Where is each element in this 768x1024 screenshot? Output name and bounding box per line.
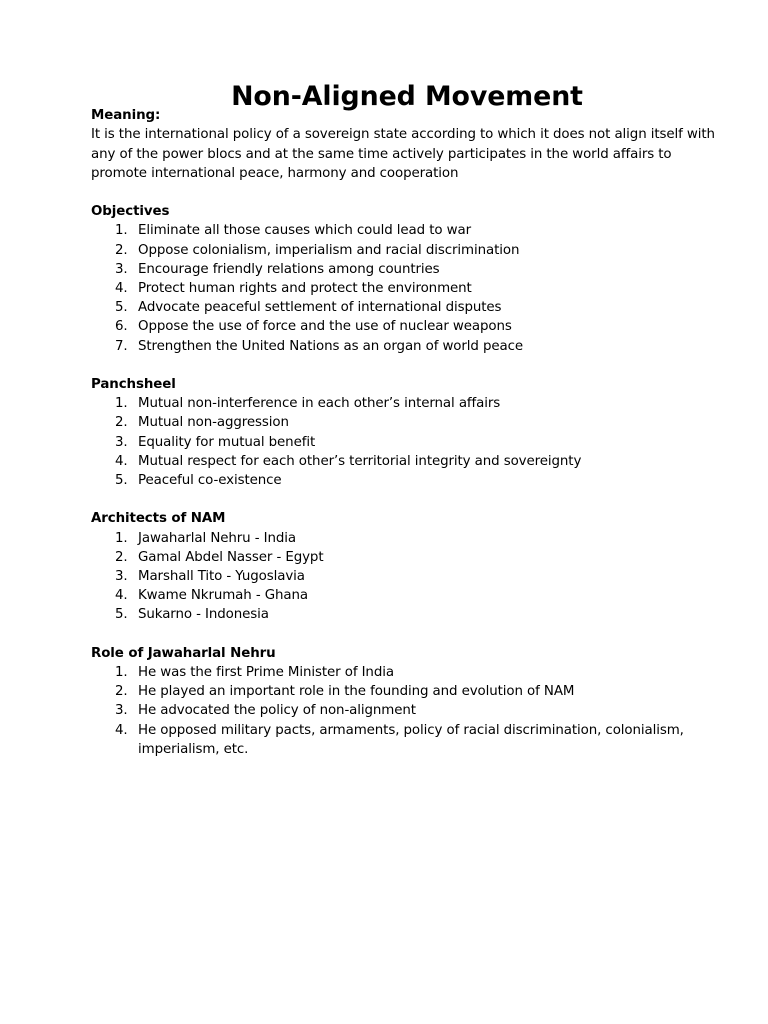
list-number: 4.	[115, 722, 128, 738]
list-text: He was the first Prime Minister of India	[138, 665, 394, 681]
list-item	[91, 298, 721, 317]
meaning-section	[91, 106, 721, 183]
list-text: Sukarno - Indonesia	[138, 607, 269, 623]
list-number: 3.	[115, 703, 128, 719]
list-number: 5.	[115, 300, 128, 316]
list-item	[91, 663, 721, 682]
list-item	[91, 317, 721, 336]
list-text: He played an important role in the founding and evolution of NAM	[138, 684, 575, 700]
list-text: Gamal Abdel Nasser - Egypt	[138, 549, 324, 565]
list-text: Oppose the use of force and the use of nuclear weapons	[138, 319, 512, 335]
architects-section	[91, 509, 721, 624]
list-item	[91, 452, 721, 471]
architects-heading: Architects of NAM	[91, 511, 226, 527]
list-item	[91, 682, 721, 701]
list-number: 1.	[115, 530, 128, 546]
list-number: 2.	[115, 242, 128, 258]
list-text: He advocated the policy of non-alignment	[138, 703, 416, 719]
architects-list	[91, 529, 721, 625]
list-number: 3.	[115, 261, 128, 277]
list-number: 2.	[115, 415, 128, 431]
document-page	[91, 81, 721, 759]
list-number: 3.	[115, 569, 128, 585]
nehru-role-list	[91, 663, 721, 759]
list-item	[91, 548, 721, 567]
list-number: 4.	[115, 588, 128, 604]
list-text: Jawaharlal Nehru - India	[138, 530, 296, 546]
panchsheel-heading: Panchsheel	[91, 377, 176, 393]
list-text: Advocate peaceful settlement of international disputes	[138, 300, 502, 316]
meaning-heading: Meaning:	[91, 108, 161, 124]
document-title: Non-Aligned Movement	[231, 81, 583, 112]
panchsheel-list	[91, 394, 721, 490]
list-item	[91, 260, 721, 279]
list-text: Protect human rights and protect the environment	[138, 281, 472, 297]
list-item	[91, 337, 721, 356]
list-number: 1.	[115, 665, 128, 681]
list-text: Peaceful co-existence	[138, 473, 282, 489]
list-item	[91, 529, 721, 548]
list-item	[91, 586, 721, 605]
list-number: 2.	[115, 684, 128, 700]
list-item	[91, 241, 721, 260]
list-item	[91, 221, 721, 240]
panchsheel-section	[91, 375, 721, 490]
list-number: 5.	[115, 473, 128, 489]
list-item	[91, 471, 721, 490]
list-text: Encourage friendly relations among countries	[138, 261, 440, 277]
list-item	[91, 701, 721, 720]
list-item	[91, 394, 721, 413]
list-number: 1.	[115, 223, 128, 239]
list-text: Oppose colonialism, imperialism and racial discrimination	[138, 242, 520, 258]
list-item	[91, 279, 721, 298]
objectives-list	[91, 221, 721, 355]
list-text: Marshall Tito - Yugoslavia	[138, 569, 305, 585]
list-text: Equality for mutual benefit	[138, 434, 316, 450]
list-text: He opposed military pacts, armaments, policy of racial discrimination, colonialism, imperialism, etc.	[138, 722, 684, 757]
list-number: 6.	[115, 319, 128, 335]
list-item	[91, 567, 721, 586]
list-text: Mutual non-interference in each other’s internal affairs	[138, 396, 501, 412]
list-number: 4.	[115, 453, 128, 469]
list-number: 4.	[115, 281, 128, 297]
list-number: 2.	[115, 549, 128, 565]
list-item	[91, 605, 721, 624]
list-item	[91, 721, 721, 759]
list-number: 1.	[115, 396, 128, 412]
objectives-section	[91, 202, 721, 356]
objectives-heading: Objectives	[91, 204, 170, 220]
list-text: Mutual respect for each other’s territorial integrity and sovereignty	[138, 453, 582, 469]
nehru-role-heading: Role of Jawaharlal Nehru	[91, 645, 276, 661]
list-text: Strengthen the United Nations as an organ of world peace	[138, 338, 524, 354]
list-number: 5.	[115, 607, 128, 623]
list-text: Mutual non-aggression	[138, 415, 289, 431]
list-number: 7.	[115, 338, 128, 354]
list-number: 3.	[115, 434, 128, 450]
list-item	[91, 413, 721, 432]
nehru-role-section	[91, 644, 721, 759]
list-text: Kwame Nkrumah - Ghana	[138, 588, 308, 604]
list-text: Eliminate all those causes which could lead to war	[138, 223, 471, 239]
meaning-text: It is the international policy of a sovereign state according to which it does not align itself with any of the power blocs and at the same time actively participates in the world affairs to promote international peace, harmony and cooperation	[91, 127, 715, 181]
list-item	[91, 433, 721, 452]
